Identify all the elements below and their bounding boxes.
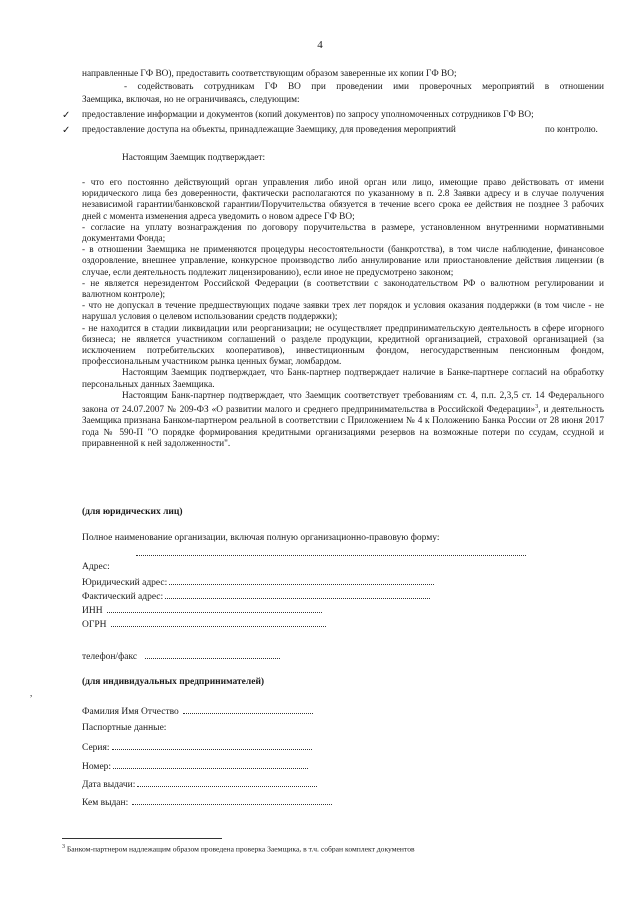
- fio-row: Фамилия Имя Отчество: [82, 705, 313, 718]
- confirm-item: - в отношении Заемщика не применяются процедуры несостоятельности (банкротства), в том числе наблюдение, финансовое оздоровление, внешнее управление, конкурсное производство либо аннулирование или приостановление действия лицензии (в случае, если деятельность подлежит лицензированию), если иное не предусмотрено законом;: [82, 245, 604, 278]
- confirm-item: - не находится в стадии ликвидации или реорганизации; не осуществляет предпринимательскую деятельность в сфере игорного бизнеса; не является участником соглашений о разделе продукции, кредитной организацией, страховой организацией (за исключением потребительских кооперативов), инвестиционным фондом, негосударственным пенсионным фондом, профессиональным участником рынка ценных бумаг, ломбардом.: [82, 323, 604, 368]
- confirm-list: [82, 178, 604, 450]
- legal-address-field[interactable]: [169, 576, 434, 585]
- top-line-3: Заемщика, включая, но не ограничиваясь, следующим:: [82, 95, 300, 105]
- bank-consent-paragraph: Настоящим Заемщик подтверждает, что Банк-партнер подтверждает наличие в Банке-партнере согласий на обработку персональных данных Заемщика.: [82, 368, 604, 390]
- page-number: 4: [317, 39, 323, 51]
- series-row: Серия:: [82, 741, 312, 754]
- address-label: Адрес:: [82, 562, 110, 572]
- full-name-label: Полное наименование организации, включая полную организационно-правовую форму:: [82, 533, 440, 543]
- top-line-1: направленные ГФ ВО), предоставить соответствующим образом заверенные их копии ГФ ВО;: [82, 69, 457, 79]
- issue-date-field[interactable]: [137, 778, 317, 787]
- legal-address-row: Юридический адрес:: [82, 576, 434, 589]
- confirm-item: - согласие на уплату вознаграждения по договору поручительства в размере, установленном внутренними нормативными документами Фонда;: [82, 222, 604, 245]
- actual-address-field[interactable]: [165, 590, 430, 599]
- margin-mark: ,: [30, 688, 33, 698]
- legal-entity-heading: (для юридических лиц): [82, 507, 183, 517]
- actual-address-row: Фактический адрес:: [82, 590, 430, 603]
- inn-field[interactable]: [107, 604, 322, 613]
- footnote-divider: [62, 838, 222, 839]
- series-field[interactable]: [112, 741, 312, 750]
- top-line-2: - содействовать сотрудникам ГФ ВО при проведении ими проверочных мероприятий в отношении: [124, 82, 604, 92]
- check-item-1: предоставление информации и документов (копий документов) по запросу уполномоченных сотрудников ГФ ВО;: [82, 110, 534, 120]
- footnote: $^3$ Банком-партнером надлежащим образом проведена проверка Заемщика, в т.ч. собран комплект документов: [62, 844, 415, 854]
- confirm-item: - что его постоянно действующий орган управления либо иной орган или лицо, имеющие право действовать от имени юридического лица без доверенности, фактически располагаются по указанному в п. 2.8 Заявки адресу и в случае получения независимой гарантии/банковской гарантии/Поручительства обязуется в течение всего срока ее действия не позднее 3 рабочих дней с момента изменения адреса уведомить о новом адресе ГФ ВО;: [82, 178, 604, 222]
- issued-by-row: Кем выдан:: [82, 796, 332, 809]
- number-field[interactable]: [113, 760, 308, 769]
- check-item-2: предоставление доступа на объекты, принадлежащие Заемщику, для проведения мероприятий: [82, 125, 456, 135]
- individual-heading: (для индивидуальных предпринимателей): [82, 677, 265, 687]
- checkmark-icon: ✓: [62, 125, 71, 136]
- bank-confirm-paragraph: Настоящим Банк-партнер подтверждает, что Заемщик соответствует требованиям ст. 4, п.п. 2,3,5 ст. 14 Федерального закона от 24.07.2007 № 209-ФЗ «О развитии малого и среднего предпринимательства в Российской Федерации»$^3$, и деятельность Заемщика признана Банком-партнером реальной в соответствии с Приложением № 4 к Положению Банка России от 28 июня 2017 года № 590-П "О порядке формирования кредитными организациями резервов на возможные потери по ссудам, ссудной и приравненной к ней задолженности".: [82, 390, 604, 449]
- phone-field[interactable]: [145, 650, 280, 659]
- phone-row: телефон/факс: [82, 650, 280, 663]
- number-row: Номер:: [82, 760, 308, 773]
- full-name-field[interactable]: [136, 547, 526, 560]
- ogrn-field[interactable]: [111, 618, 326, 627]
- confirm-item: - что не допускал в течение предшествующих подаче заявки трех лет порядок и условия оказания поддержки (в том числе - не нарушал условия о целевом использовании средств поддержки);: [82, 301, 604, 323]
- checkmark-icon: ✓: [62, 110, 71, 121]
- issued-by-field[interactable]: [132, 796, 332, 805]
- issue-date-row: Дата выдачи:: [82, 778, 317, 791]
- inn-row: ИНН: [82, 604, 322, 617]
- passport-label: Паспортные данные:: [82, 723, 167, 733]
- fio-field[interactable]: [183, 705, 313, 714]
- footnote-ref: 3: [535, 404, 539, 411]
- confirm-heading: Настоящим Заемщик подтверждает:: [122, 153, 266, 163]
- ogrn-row: ОГРН: [82, 618, 326, 631]
- check-item-2-tail: по контролю.: [545, 125, 598, 135]
- confirm-item: - не является нерезидентом Российской Федерации (в соответствии с законодательством РФ о валютном регулировании и валютном контроле);: [82, 278, 604, 301]
